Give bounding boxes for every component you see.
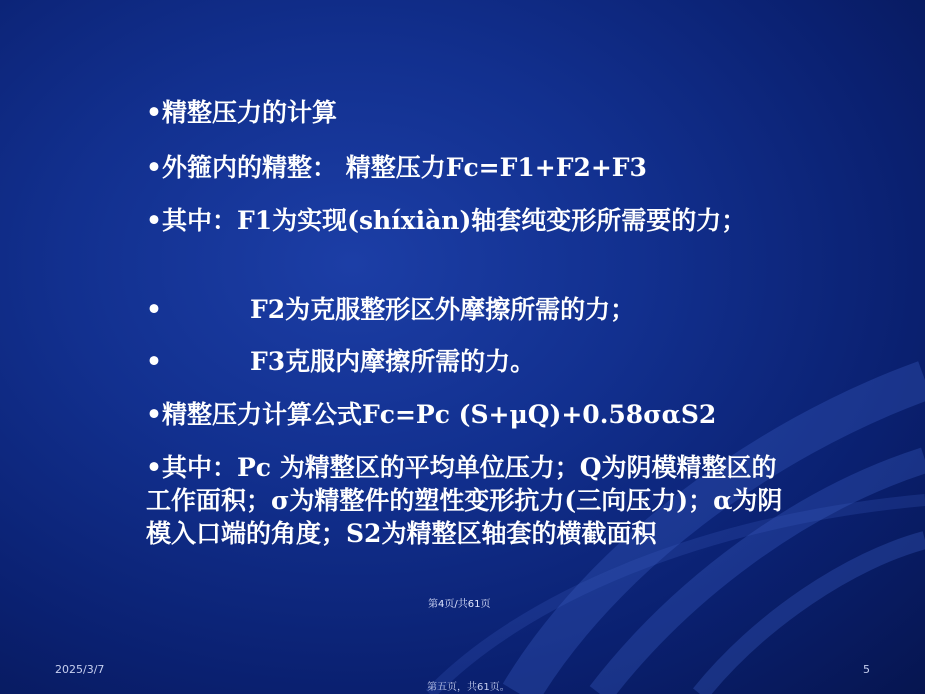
- bullet-item: •其中：F1为实现(shíxiàn)轴套纯变形所需要的力；: [146, 206, 747, 235]
- slide-footer: 第五页，共61页。: [427, 682, 510, 693]
- bullet-item: • F3克服内摩擦所需的力。: [146, 347, 536, 376]
- bullet-item: •外箍内的精整： 精整压力Fc=F1+F2+F3: [146, 153, 647, 182]
- bullet-item: •精整压力的计算: [146, 98, 337, 127]
- bullet-item: •精整压力计算公式Fc=Pc (S+μQ)+0.58σαS2: [146, 400, 717, 429]
- slide-number: 5: [863, 663, 870, 676]
- slide-date: 2025/3/7: [55, 663, 105, 676]
- bullet-item: • F2为克服整形区外摩擦所需的力；: [146, 295, 636, 324]
- bullet-item: •其中：Pc 为精整区的平均单位压力；Q为阴模精整区的工作面积；σ为精整件的塑性变形抗力(三向压力)；α为阴模入口端的角度；S2为精整区轴套的横截面积: [146, 453, 783, 548]
- page-info: 第4页/共61页: [428, 599, 491, 610]
